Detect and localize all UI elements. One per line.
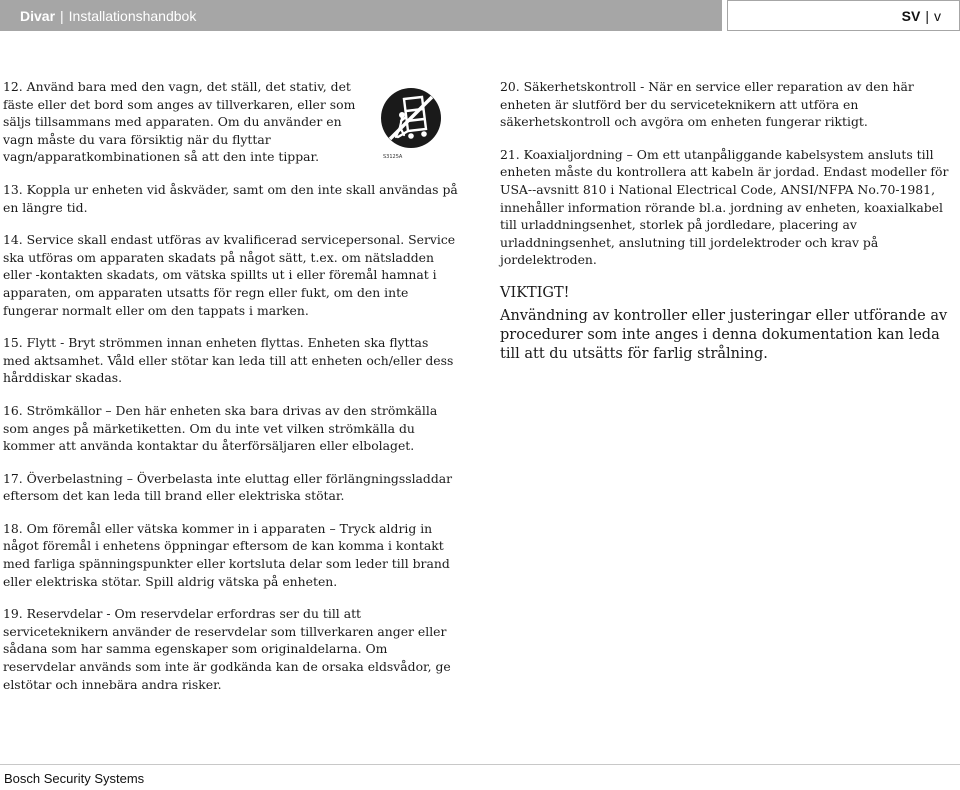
section-number: v bbox=[934, 7, 941, 24]
paragraph-19: 19. Reservdelar - Om reservdelar erfordras ser du till att serviceteknikern använder de reservdelar som tillverkaren anger eller sådana som har samma egenskaper som originaldelarna. Om reservdelar används som inte är godkända kan de orsaka eldsvådor, ge elstötar och innebära andra risker. bbox=[3, 606, 451, 692]
document-title: Installationshandbok bbox=[68, 7, 197, 24]
header-language-box bbox=[727, 0, 960, 31]
footer-company: Bosch Security Systems bbox=[4, 771, 145, 786]
paragraph-18: 18. Om föremål eller vätska kommer in i apparaten – Tryck aldrig in något föremål i enhetens öppningar eftersom de kan komma i kontakt med farliga spänningspunkter eller kortsluta delar som leder till brand eller elektriska stötar. Spill aldrig vätska på enheten. bbox=[3, 520, 450, 589]
icon-code: S3125A bbox=[383, 154, 403, 160]
paragraph-14: 14. Service skall endast utföras av kvalificerad servicepersonal. Service ska utföras om apparaten skadats på något sätt, t.ex. om nätsladden eller -kontakten skadats, om vätska spillts ut i eller föremål hamnat i apparaten, om apparaten utsatts för regn eller fukt, om den inte fungerar normalt eller om den tappats i marken. bbox=[3, 232, 456, 318]
left-column bbox=[3, 78, 458, 708]
paragraph-13: 13. Koppla ur enheten vid åskväder, samt om den inte skall användas på en längre tid. bbox=[3, 181, 458, 215]
notice-title: VIKTIGT! bbox=[500, 284, 570, 301]
header-separator-right: | bbox=[925, 7, 929, 24]
paragraph-16: 16. Strömkällor – Den här enheten ska bara drivas av den strömkälla som anges på märketiketten. Om du inte vet vilken strömkälla du kommer att använda kontaktar du återförsäljaren eller elbolaget. bbox=[3, 402, 438, 454]
footer-divider bbox=[0, 764, 960, 765]
paragraph-20: 20. Säkerhetskontroll - När en service eller reparation av den här enheten är slutförd ber du serviceteknikern att utföra en säkerhetskontroll och avgöra om enheten fungerar riktigt. bbox=[500, 79, 914, 130]
header-separator: | bbox=[60, 7, 64, 24]
brand-name: Divar bbox=[20, 7, 56, 24]
paragraph-17: 17. Överbelastning – Överbelasta inte eluttag eller förlängningssladdar eftersom det kan leda till brand eller elektriska stötar. bbox=[3, 470, 453, 504]
header-bar bbox=[0, 0, 722, 31]
paragraph-15: 15. Flytt - Bryt strömmen innan enheten flyttas. Enheten ska flyttas med aktsamhet. Våld eller stötar kan leda till att enheten och/eller dess hårddiskar skadas. bbox=[3, 335, 454, 386]
notice-text: Användning av kontroller eller justeringar eller utförande av procedurer som inte anges i denna dokumentation kan leda till att du utsätts för farlig strålning. bbox=[500, 307, 948, 362]
paragraph-12: 12. Använd bara med den vagn, det ställ, det stativ, det fäste eller det bord som anges av tillverkaren, eller som säljs tillsammans med apparaten. Om du använder en vagn måste du vara försiktig när du flyttar vagn/apparatkombinationen så att den inte tippar. bbox=[3, 79, 356, 165]
paragraph-21: 21. Koaxialjordning – Om ett utanpåliggande kabelsystem ansluts till enheten måste du kontrollera att kabeln är jordad. Endast modeller för USA--avsnitt 810 i National Electrical Code, ANSI/NFPA No.70-1981, innehåller information rörande bl.a. jordning av enheten, koaxialkabel till urladdningsenhet, storlek på jordledare, placering av urladdningsenhet, anslutning till jordelektroder och krav på jordelektroden. bbox=[500, 146, 949, 268]
right-column bbox=[500, 78, 955, 379]
cart-tip-warning-icon bbox=[378, 85, 444, 161]
language-code: SV bbox=[901, 7, 921, 24]
